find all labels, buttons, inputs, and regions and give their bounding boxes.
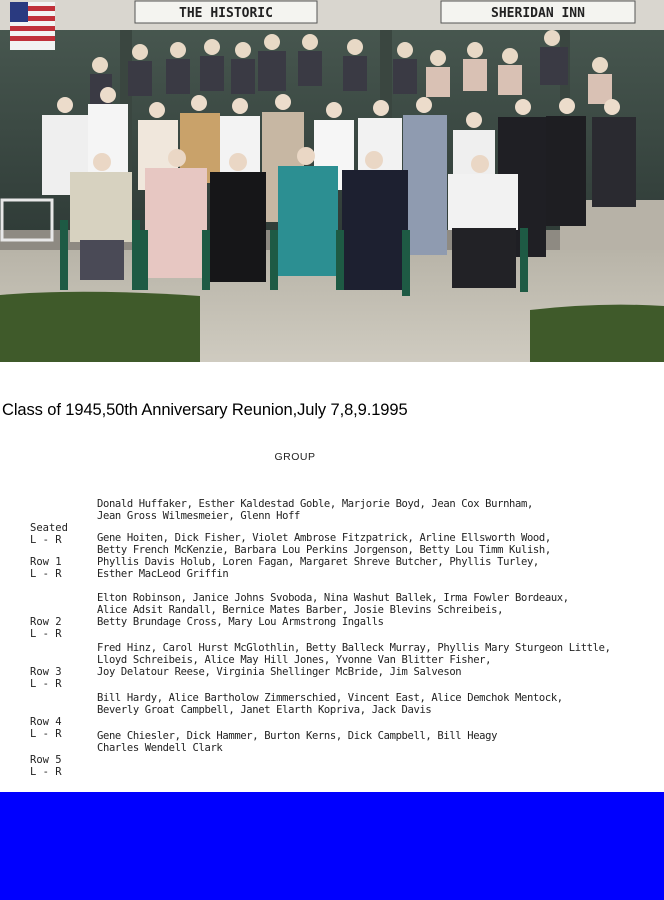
row-label: Seated L - R bbox=[30, 522, 68, 546]
row-label: Row 3 L - R bbox=[30, 666, 62, 690]
sign-left-text: THE HISTORIC bbox=[179, 6, 273, 21]
sign-right-text: SHERIDAN INN bbox=[491, 6, 585, 21]
row-label: Row 4 L - R bbox=[30, 716, 62, 740]
group-photo bbox=[0, 0, 664, 384]
blue-footer-band bbox=[0, 792, 664, 900]
row-label: Row 5 L - R bbox=[30, 754, 62, 778]
row-names: Fred Hinz, Carol Hurst McGlothlin, Betty Balleck Murray, Phyllis Mary Sturgeon Little, Lloyd Schreibeis, Alice May Hill Jones, Yvonne Van Blitter Fisher, Joy Delatour Reese, Virginia Shellinger McBride, Jim Salveson bbox=[97, 642, 611, 678]
name-list-document bbox=[0, 428, 664, 792]
row-names: Bill Hardy, Alice Bartholow Zimmerschied, Vincent East, Alice Demchok Mentock, Beverly Groat Campbell, Janet Elarth Kopriva, Jack Davis bbox=[97, 692, 563, 716]
photo-caption: Class of 1945,50th Anniversary Reunion,July 7,8,9.1995 bbox=[2, 401, 408, 419]
row-names: Gene Chiesler, Dick Hammer, Burton Kerns, Dick Campbell, Bill Heagy Charles Wendell Clark bbox=[97, 730, 498, 754]
row-names: Donald Huffaker, Esther Kaldestad Goble, Marjorie Boyd, Jean Cox Burnham, Jean Gross Wilmesmeier, Glenn Hoff bbox=[97, 498, 533, 522]
row-names: Elton Robinson, Janice Johns Svoboda, Nina Washut Ballek, Irma Fowler Bordeaux, Alice Adsit Randall, Bernice Mates Barber, Josie Blevins Schreibeis, Betty Brundage Cross, Mary Lou Armstrong Ingalls bbox=[97, 592, 569, 628]
flag-graphic bbox=[10, 2, 55, 50]
row-label: Row 1 L - R bbox=[30, 556, 62, 580]
list-heading: GROUP bbox=[274, 451, 316, 463]
row-label: Row 2 L - R bbox=[30, 616, 62, 640]
row-names: Gene Hoiten, Dick Fisher, Violet Ambrose Fitzpatrick, Arline Ellsworth Wood, Betty French McKenzie, Barbara Lou Perkins Jorgenson, Betty Lou Timm Kulish, Phyllis Davis Holub, Loren Fagan, Margaret Shreve Butcher, Phyllis Turley, Esther MacLeod Griffin bbox=[97, 532, 551, 580]
